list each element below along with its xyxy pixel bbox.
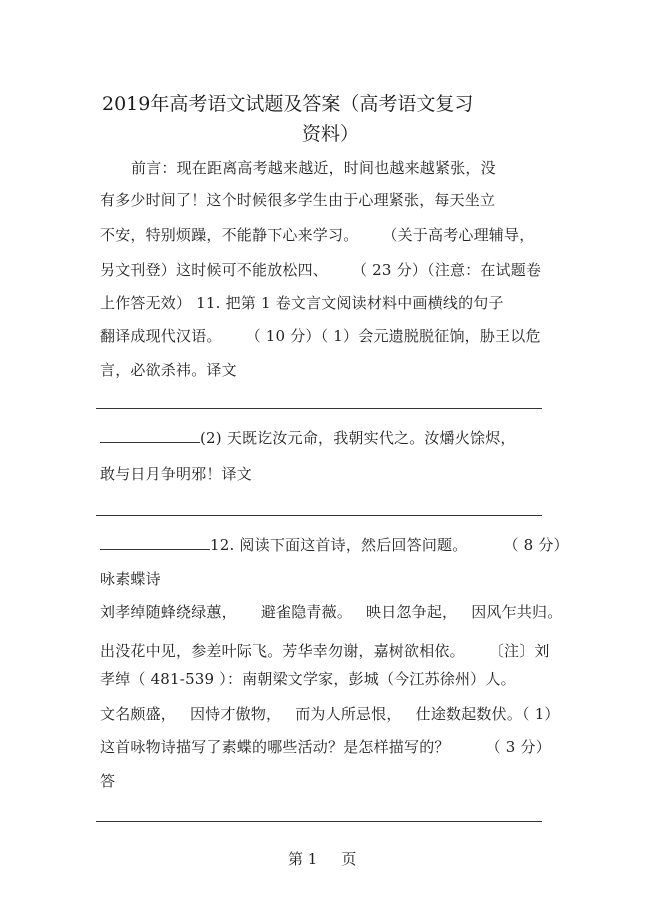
paragraph-line-3 [100,225,534,245]
text-segment: 文名颇盛， [100,705,177,723]
text-segment: （ 3 分） [485,738,551,756]
text-segment: 仕途数起数伏。（ 1） [415,705,560,723]
text-segment: （ 10 分）（ 1）会元遗脱脱征饷，胁王以危 [245,327,541,345]
poem-title: 咏素蝶诗 [100,570,161,588]
paragraph-line-5: 上作答无效） 11. 把第 1 卷文言文阅读材料中画横线的句子 [100,294,504,312]
text-segment: 刘孝绰随蜂绕绿蕙， [100,603,237,621]
text-segment: 翻译成现代汉语。 [100,327,222,345]
text-segment: （ 23 分）（注意：在试题卷 [352,261,542,279]
paragraph-line-10 [100,535,569,555]
answer-blank-inline [100,428,200,443]
text-segment: 因风乍共归。 [471,603,563,621]
text-segment: 另文刊登）这时候可不能放松四、 [100,261,329,279]
paragraph-line-2: 有多少时间了！这个时候很多学生由于心理紧张，每天坐立 [100,191,496,209]
paragraph-line-4 [100,260,541,280]
text-segment: 而为人所忌恨， [295,705,402,723]
paragraph-line-14: 孝绰（ 481-539 ）：南朝梁文学家，彭城（今江苏徐州）人。 [100,670,516,688]
text-segment: 〔注〕刘 [488,642,550,660]
text-segment: （关于高考心理辅导， [382,226,535,244]
text-segment: （ 8 分） [503,536,569,554]
page-number-suffix: 页 [341,850,357,868]
text-segment: 12. 阅读下面这首诗，然后回答问题。 [210,536,468,554]
document-title-line2: 资料） [302,123,360,145]
paragraph-line-1: 前言：现在距离高考越来越近，时间也越来越紧张，没 [131,159,496,177]
paragraph-line-13 [100,641,550,661]
answer-blank-line [96,515,542,516]
paragraph-line-15 [100,704,560,724]
answer-blank-inline [100,535,210,550]
page-number-prefix: 第 1 [288,850,318,868]
answer-blank-line [96,821,542,822]
text-segment: 避雀隐青薇。 [260,603,353,621]
page-number [288,849,356,869]
answer-label: 答 [100,772,116,790]
paragraph-line-6 [100,326,541,346]
text-segment: 出没花中见，参差叶际飞。芳华幸勿谢，嘉树欲相依。 [100,642,465,660]
paragraph-line-12 [100,602,562,622]
text-segment: (2) 天既讫汝元命，我朝实代之。汝爝火馀烬， [200,429,516,447]
text-segment: 这首咏物诗描写了素蝶的哪些活动？是怎样描写的？ [100,738,450,756]
paragraph-line-8 [100,428,516,448]
text-segment: 不安，特别烦躁，不能静下心来学习。 [100,226,359,244]
paragraph-line-16 [100,737,551,757]
paragraph-line-9: 敢与日月争明邪！译文 [100,465,253,483]
text-segment: 因恃才傲物， [190,705,282,723]
answer-blank-line [96,408,542,409]
text-segment: 映日忽争起， [366,603,458,621]
paragraph-line-7: 言，必欲杀祎。译文 [100,361,237,379]
document-title-line1: 2019年高考语文试题及答案（高考语文复习 [102,93,474,115]
